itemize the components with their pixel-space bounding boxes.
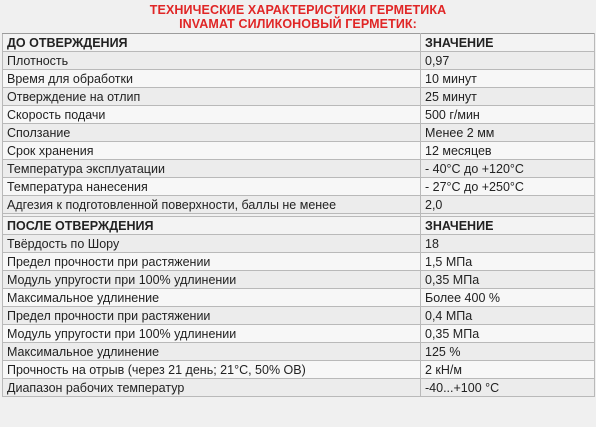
property-value: 2,0: [421, 196, 595, 214]
table-row: [3, 196, 595, 214]
property-value: 2 кН/м: [421, 361, 595, 379]
property-name: Время для обработки: [3, 70, 421, 88]
table-row: [3, 379, 595, 397]
property-value: 12 месяцев: [421, 142, 595, 160]
table-row: [3, 142, 595, 160]
property-value: - 40°С до +120°С: [421, 160, 595, 178]
property-name: Температура нанесения: [3, 178, 421, 196]
property-value: 1,5 МПа: [421, 253, 595, 271]
property-name: Отверждение на отлип: [3, 88, 421, 106]
section-title: ДО ОТВЕРЖДЕНИЯ: [3, 34, 421, 52]
table-row: [3, 70, 595, 88]
table-row: [3, 307, 595, 325]
property-value: 18: [421, 235, 595, 253]
property-name: Прочность на отрыв (через 21 день; 21°С, 50% ОВ): [3, 361, 421, 379]
section-title: ПОСЛЕ ОТВЕРЖДЕНИЯ: [3, 217, 421, 235]
table-row: [3, 52, 595, 70]
property-name: Температура эксплуатации: [3, 160, 421, 178]
property-value: 0,97: [421, 52, 595, 70]
property-value: Более 400 %: [421, 289, 595, 307]
property-value: - 27°С до +250°С: [421, 178, 595, 196]
property-value: 500 г/мин: [421, 106, 595, 124]
property-name: Твёрдость по Шору: [3, 235, 421, 253]
property-value: 125 %: [421, 343, 595, 361]
property-name: Скорость подачи: [3, 106, 421, 124]
table-row: [3, 106, 595, 124]
property-name: Модуль упругости при 100% удлинении: [3, 325, 421, 343]
value-column-header: ЗНАЧЕНИЕ: [421, 217, 595, 235]
spec-table: [2, 33, 595, 397]
property-value: 10 минут: [421, 70, 595, 88]
property-name: Диапазон рабочих температур: [3, 379, 421, 397]
table-row: [3, 124, 595, 142]
property-value: -40...+100 °С: [421, 379, 595, 397]
property-name: Сползание: [3, 124, 421, 142]
table-row: [3, 88, 595, 106]
document-title: [2, 3, 594, 33]
property-value: 0,35 МПа: [421, 325, 595, 343]
title-line-2: INVAMAT СИЛИКОНОВЫЙ ГЕРМЕТИК:: [179, 17, 417, 31]
table-row: [3, 325, 595, 343]
property-value: 0,4 МПа: [421, 307, 595, 325]
property-name: Максимальное удлинение: [3, 343, 421, 361]
property-name: Максимальное удлинение: [3, 289, 421, 307]
property-name: Адгезия к подготовленной поверхности, баллы не менее: [3, 196, 421, 214]
property-value: 25 минут: [421, 88, 595, 106]
property-name: Плотность: [3, 52, 421, 70]
title-line-1: ТЕХНИЧЕСКИЕ ХАРАКТЕРИСТИКИ ГЕРМЕТИКА: [149, 3, 447, 17]
table-row: [3, 178, 595, 196]
table-row: [3, 361, 595, 379]
property-name: Срок хранения: [3, 142, 421, 160]
table-row: [3, 343, 595, 361]
table-row: [3, 271, 595, 289]
table-row: [3, 235, 595, 253]
table-row: [3, 289, 595, 307]
table-row: [3, 253, 595, 271]
section-header-after-cure: [3, 217, 595, 235]
property-value: Менее 2 мм: [421, 124, 595, 142]
property-name: Предел прочности при растяжении: [3, 307, 421, 325]
property-name: Предел прочности при растяжении: [3, 253, 421, 271]
table-row: [3, 160, 595, 178]
section-header-before-cure: [3, 34, 595, 52]
property-value: 0,35 МПа: [421, 271, 595, 289]
property-name: Модуль упругости при 100% удлинении: [3, 271, 421, 289]
value-column-header: ЗНАЧЕНИЕ: [421, 34, 595, 52]
